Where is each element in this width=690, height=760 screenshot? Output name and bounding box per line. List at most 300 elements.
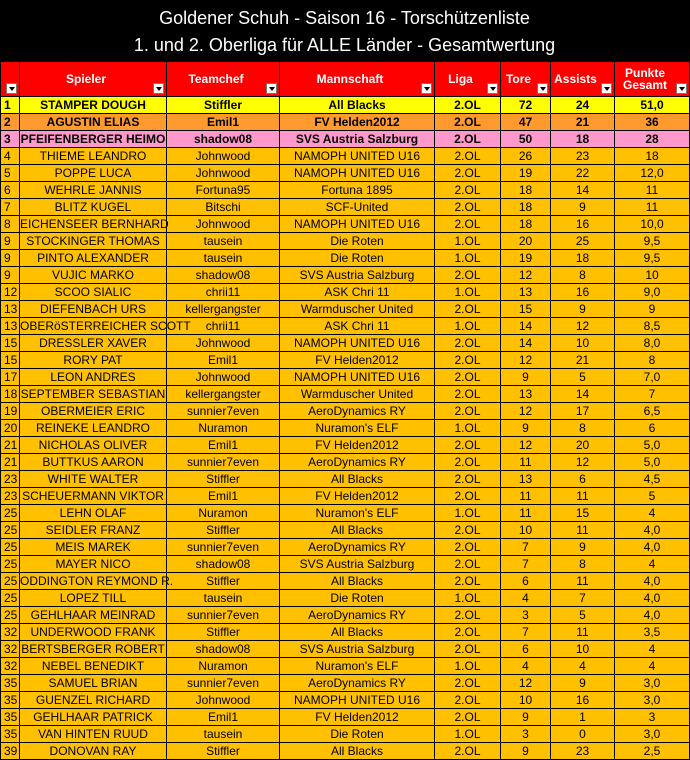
punkte-cell[interactable]: 7,0	[615, 369, 690, 386]
liga-cell[interactable]: 2.OL	[435, 301, 501, 318]
punkte-cell[interactable]: 11	[615, 182, 690, 199]
player-cell[interactable]: WEHRLE JANNIS	[20, 182, 167, 199]
assists-cell[interactable]: 16	[551, 216, 615, 233]
teamchef-cell[interactable]: sunnier7even	[167, 675, 280, 692]
punkte-cell[interactable]: 5	[615, 488, 690, 505]
mannschaft-cell[interactable]: NAMOPH UNITED U16	[280, 216, 435, 233]
player-cell[interactable]: BUTTKUS AARON	[20, 454, 167, 471]
player-cell[interactable]: STOCKINGER THOMAS	[20, 233, 167, 250]
liga-cell[interactable]: 2.OL	[435, 675, 501, 692]
rank-cell[interactable]: 25	[1, 505, 20, 522]
assists-cell[interactable]: 0	[551, 726, 615, 743]
punkte-cell[interactable]: 11	[615, 199, 690, 216]
player-cell[interactable]: DONOVAN RAY	[20, 743, 167, 760]
teamchef-cell[interactable]: Emil1	[167, 114, 280, 131]
rank-cell[interactable]: 39	[1, 743, 20, 760]
rank-cell[interactable]: 25	[1, 539, 20, 556]
tore-cell[interactable]: 18	[501, 199, 551, 216]
teamchef-cell[interactable]: tausein	[167, 590, 280, 607]
assists-cell[interactable]: 8	[551, 556, 615, 573]
player-cell[interactable]: SCOO SIALIC	[20, 284, 167, 301]
teamchef-cell[interactable]: shadow08	[167, 131, 280, 148]
liga-cell[interactable]: 1.OL	[435, 658, 501, 675]
teamchef-cell[interactable]: Nuramon	[167, 505, 280, 522]
liga-cell[interactable]: 2.OL	[435, 216, 501, 233]
liga-cell[interactable]: 2.OL	[435, 131, 501, 148]
tore-cell[interactable]: 19	[501, 250, 551, 267]
rank-cell[interactable]: 7	[1, 199, 20, 216]
liga-cell[interactable]: 1.OL	[435, 505, 501, 522]
punkte-cell[interactable]: 4,0	[615, 590, 690, 607]
rank-cell[interactable]: 20	[1, 420, 20, 437]
mannschaft-cell[interactable]: All Blacks	[280, 471, 435, 488]
assists-cell[interactable]: 14	[551, 182, 615, 199]
liga-cell[interactable]: 2.OL	[435, 488, 501, 505]
player-cell[interactable]: OBERMEIER ERIC	[20, 403, 167, 420]
player-cell[interactable]: BLITZ KUGEL	[20, 199, 167, 216]
rank-cell[interactable]: 25	[1, 607, 20, 624]
teamchef-cell[interactable]: shadow08	[167, 267, 280, 284]
punkte-cell[interactable]: 12,0	[615, 165, 690, 182]
mannschaft-cell[interactable]: SVS Austria Salzburg	[280, 267, 435, 284]
player-cell[interactable]: SEPTEMBER SEBASTIAN	[20, 387, 166, 401]
assists-cell[interactable]: 23	[551, 148, 615, 165]
player-cell[interactable]: BERTSBERGER ROBERT	[21, 642, 165, 656]
punkte-cell[interactable]: 3,0	[615, 726, 690, 743]
punkte-cell[interactable]: 4,0	[615, 539, 690, 556]
liga-cell[interactable]: 2.OL	[435, 97, 501, 114]
mannschaft-cell[interactable]: SVS Austria Salzburg	[280, 556, 435, 573]
punkte-cell[interactable]: 8	[615, 352, 690, 369]
mannschaft-cell[interactable]: All Blacks	[280, 97, 435, 114]
punkte-cell[interactable]: 36	[615, 114, 690, 131]
liga-cell[interactable]: 2.OL	[435, 471, 501, 488]
punkte-cell[interactable]: 7	[615, 386, 690, 403]
punkte-cell[interactable]: 9,0	[615, 284, 690, 301]
tore-cell[interactable]: 12	[501, 437, 551, 454]
punkte-cell[interactable]: 9	[615, 301, 690, 318]
teamchef-cell[interactable]: sunnier7even	[167, 454, 280, 471]
punkte-cell[interactable]: 3,5	[615, 624, 690, 641]
teamchef-cell[interactable]: chrii11	[167, 318, 280, 335]
tore-cell[interactable]: 13	[501, 471, 551, 488]
tore-cell[interactable]: 15	[501, 301, 551, 318]
punkte-cell[interactable]: 9,5	[615, 233, 690, 250]
rank-cell[interactable]: 12	[1, 284, 20, 301]
rank-cell[interactable]: 23	[1, 471, 20, 488]
liga-cell[interactable]: 2.OL	[435, 403, 501, 420]
liga-cell[interactable]: 2.OL	[435, 454, 501, 471]
rank-cell[interactable]: 9	[1, 267, 20, 284]
liga-cell[interactable]: 2.OL	[435, 522, 501, 539]
mannschaft-cell[interactable]: FV Helden2012	[280, 709, 435, 726]
player-cell[interactable]: DRESSLER XAVER	[20, 335, 167, 352]
assists-cell[interactable]: 18	[551, 131, 615, 148]
tore-cell[interactable]: 19	[501, 165, 551, 182]
assists-cell[interactable]: 5	[551, 607, 615, 624]
punkte-cell[interactable]: 3	[615, 709, 690, 726]
liga-cell[interactable]: 2.OL	[435, 165, 501, 182]
punkte-cell[interactable]: 28	[615, 131, 690, 148]
rank-cell[interactable]: 9	[1, 250, 20, 267]
mannschaft-cell[interactable]: Die Roten	[280, 726, 435, 743]
assists-cell[interactable]: 1	[551, 709, 615, 726]
tore-cell[interactable]: 13	[501, 284, 551, 301]
teamchef-cell[interactable]: Fortuna95	[167, 182, 280, 199]
tore-cell[interactable]: 18	[501, 216, 551, 233]
tore-cell[interactable]: 12	[501, 403, 551, 420]
tore-cell[interactable]: 11	[501, 488, 551, 505]
punkte-cell[interactable]: 4	[615, 556, 690, 573]
liga-cell[interactable]: 2.OL	[435, 114, 501, 131]
filter-dropdown-icon[interactable]	[6, 83, 17, 94]
mannschaft-cell[interactable]: All Blacks	[280, 743, 435, 760]
tore-cell[interactable]: 4	[501, 590, 551, 607]
sort-desc-icon[interactable]	[676, 83, 687, 94]
punkte-cell[interactable]: 4,0	[615, 607, 690, 624]
liga-cell[interactable]: 2.OL	[435, 437, 501, 454]
teamchef-cell[interactable]: Stiffler	[167, 522, 280, 539]
liga-cell[interactable]: 2.OL	[435, 267, 501, 284]
teamchef-cell[interactable]: tausein	[167, 233, 280, 250]
mannschaft-cell[interactable]: FV Helden2012	[280, 352, 435, 369]
mannschaft-cell[interactable]: AeroDynamics RY	[280, 454, 435, 471]
punkte-cell[interactable]: 4	[615, 641, 690, 658]
tore-cell[interactable]: 10	[501, 522, 551, 539]
punkte-cell[interactable]: 4,0	[615, 573, 690, 590]
mannschaft-cell[interactable]: AeroDynamics RY	[280, 675, 435, 692]
tore-cell[interactable]: 72	[501, 97, 551, 114]
teamchef-cell[interactable]: Stiffler	[167, 573, 280, 590]
tore-cell[interactable]: 14	[501, 318, 551, 335]
rank-cell[interactable]: 25	[1, 522, 20, 539]
assists-cell[interactable]: 18	[551, 250, 615, 267]
tore-cell[interactable]: 12	[501, 675, 551, 692]
player-cell[interactable]: PINTO ALEXANDER	[20, 250, 167, 267]
player-cell[interactable]: STAMPER DOUGH	[20, 97, 167, 114]
assists-cell[interactable]: 11	[551, 573, 615, 590]
rank-cell[interactable]: 4	[1, 148, 20, 165]
tore-cell[interactable]: 6	[501, 573, 551, 590]
punkte-cell[interactable]: 2,5	[615, 743, 690, 760]
teamchef-cell[interactable]: Johnwood	[167, 369, 280, 386]
punkte-cell[interactable]: 6	[615, 420, 690, 437]
mannschaft-cell[interactable]: All Blacks	[280, 522, 435, 539]
punkte-cell[interactable]: 4	[615, 658, 690, 675]
tore-cell[interactable]: 9	[501, 743, 551, 760]
assists-cell[interactable]: 16	[551, 284, 615, 301]
player-cell[interactable]: REINEKE LEANDRO	[20, 420, 167, 437]
rank-cell[interactable]: 32	[1, 624, 20, 641]
rank-cell[interactable]: 21	[1, 437, 20, 454]
player-cell[interactable]: GUENZEL RICHARD	[20, 692, 167, 709]
assists-cell[interactable]: 22	[551, 165, 615, 182]
liga-cell[interactable]: 2.OL	[435, 199, 501, 216]
player-cell[interactable]: VAN HINTEN RUUD	[20, 726, 167, 743]
tore-cell[interactable]: 11	[501, 454, 551, 471]
mannschaft-cell[interactable]: FV Helden2012	[280, 488, 435, 505]
mannschaft-cell[interactable]: AeroDynamics RY	[280, 539, 435, 556]
mannschaft-cell[interactable]: SVS Austria Salzburg	[280, 641, 435, 658]
rank-cell[interactable]: 25	[1, 573, 20, 590]
tore-cell[interactable]: 10	[501, 692, 551, 709]
teamchef-cell[interactable]: Johnwood	[167, 148, 280, 165]
player-cell[interactable]: VUJIC MARKO	[20, 267, 167, 284]
rank-cell[interactable]: 8	[1, 216, 20, 233]
rank-cell[interactable]: 6	[1, 182, 20, 199]
mannschaft-cell[interactable]: All Blacks	[280, 624, 435, 641]
filter-dropdown-icon[interactable]	[421, 83, 432, 94]
tore-cell[interactable]: 7	[501, 624, 551, 641]
mannschaft-cell[interactable]: Fortuna 1895	[280, 182, 435, 199]
mannschaft-cell[interactable]: Nuramon's ELF	[280, 505, 435, 522]
liga-cell[interactable]: 2.OL	[435, 335, 501, 352]
mannschaft-cell[interactable]: SVS Austria Salzburg	[280, 131, 435, 148]
punkte-cell[interactable]: 10	[615, 267, 690, 284]
teamchef-cell[interactable]: Emil1	[167, 352, 280, 369]
rank-cell[interactable]: 35	[1, 726, 20, 743]
player-cell[interactable]: EICHENSEER BERNHARD	[20, 217, 169, 231]
tore-cell[interactable]: 26	[501, 148, 551, 165]
assists-cell[interactable]: 21	[551, 352, 615, 369]
liga-cell[interactable]: 2.OL	[435, 692, 501, 709]
assists-cell[interactable]: 9	[551, 199, 615, 216]
mannschaft-cell[interactable]: AeroDynamics RY	[280, 607, 435, 624]
assists-cell[interactable]: 21	[551, 114, 615, 131]
punkte-cell[interactable]: 18	[615, 148, 690, 165]
tore-cell[interactable]: 12	[501, 267, 551, 284]
tore-cell[interactable]: 20	[501, 233, 551, 250]
teamchef-cell[interactable]: Johnwood	[167, 165, 280, 182]
player-cell[interactable]: SAMUEL BRIAN	[20, 675, 167, 692]
mannschaft-cell[interactable]: NAMOPH UNITED U16	[280, 335, 435, 352]
tore-cell[interactable]: 9	[501, 369, 551, 386]
mannschaft-cell[interactable]: AeroDynamics RY	[280, 403, 435, 420]
punkte-cell[interactable]: 4,0	[615, 522, 690, 539]
assists-cell[interactable]: 17	[551, 403, 615, 420]
player-cell[interactable]: SCHEUERMANN VIKTOR	[20, 488, 167, 505]
liga-cell[interactable]: 1.OL	[435, 284, 501, 301]
mannschaft-cell[interactable]: Warmduscher United	[280, 386, 435, 403]
liga-cell[interactable]: 1.OL	[435, 420, 501, 437]
liga-cell[interactable]: 2.OL	[435, 607, 501, 624]
assists-cell[interactable]: 4	[551, 658, 615, 675]
player-cell[interactable]: OBERöSTERREICHER SCOTT	[20, 319, 191, 333]
tore-cell[interactable]: 4	[501, 658, 551, 675]
punkte-cell[interactable]: 8,0	[615, 335, 690, 352]
tore-cell[interactable]: 3	[501, 726, 551, 743]
mannschaft-cell[interactable]: All Blacks	[280, 573, 435, 590]
punkte-cell[interactable]: 5,0	[615, 454, 690, 471]
player-cell[interactable]: SEIDLER FRANZ	[20, 522, 167, 539]
liga-cell[interactable]: 2.OL	[435, 369, 501, 386]
player-cell[interactable]: NICHOLAS OLIVER	[20, 437, 167, 454]
tore-cell[interactable]: 11	[501, 505, 551, 522]
player-cell[interactable]: POPPE LUCA	[20, 165, 167, 182]
teamchef-cell[interactable]: Emil1	[167, 709, 280, 726]
tore-cell[interactable]: 12	[501, 352, 551, 369]
rank-cell[interactable]: 17	[1, 369, 20, 386]
tore-cell[interactable]: 9	[501, 420, 551, 437]
player-cell[interactable]: MAYER NICO	[20, 556, 167, 573]
punkte-cell[interactable]: 6,5	[615, 403, 690, 420]
mannschaft-cell[interactable]: Nuramon's ELF	[280, 658, 435, 675]
teamchef-cell[interactable]: chrii11	[167, 284, 280, 301]
filter-dropdown-icon[interactable]	[153, 83, 164, 94]
assists-cell[interactable]: 8	[551, 420, 615, 437]
teamchef-cell[interactable]: tausein	[167, 726, 280, 743]
player-cell[interactable]: MEIS MAREK	[20, 539, 167, 556]
mannschaft-cell[interactable]: NAMOPH UNITED U16	[280, 369, 435, 386]
liga-cell[interactable]: 2.OL	[435, 573, 501, 590]
rank-cell[interactable]: 2	[1, 114, 20, 131]
punkte-cell[interactable]: 3,0	[615, 692, 690, 709]
punkte-cell[interactable]: 4,5	[615, 471, 690, 488]
filter-dropdown-icon[interactable]	[537, 83, 548, 94]
liga-cell[interactable]: 2.OL	[435, 539, 501, 556]
assists-cell[interactable]: 10	[551, 335, 615, 352]
rank-cell[interactable]: 5	[1, 165, 20, 182]
teamchef-cell[interactable]: kellergangster	[167, 301, 280, 318]
liga-cell[interactable]: 2.OL	[435, 182, 501, 199]
liga-cell[interactable]: 2.OL	[435, 386, 501, 403]
rank-cell[interactable]: 15	[1, 335, 20, 352]
player-cell[interactable]: PFEIFENBERGER HEIMO	[20, 132, 166, 146]
rank-cell[interactable]: 25	[1, 556, 20, 573]
assists-cell[interactable]: 7	[551, 590, 615, 607]
player-cell[interactable]: LEON ANDRES	[20, 369, 167, 386]
rank-cell[interactable]: 32	[1, 641, 20, 658]
assists-cell[interactable]: 10	[551, 641, 615, 658]
rank-cell[interactable]: 15	[1, 352, 20, 369]
teamchef-cell[interactable]: Nuramon	[167, 420, 280, 437]
rank-cell[interactable]: 13	[1, 301, 20, 318]
teamchef-cell[interactable]: sunnier7even	[167, 607, 280, 624]
rank-cell[interactable]: 18	[1, 386, 20, 403]
mannschaft-cell[interactable]: Die Roten	[280, 250, 435, 267]
teamchef-cell[interactable]: shadow08	[167, 556, 280, 573]
rank-cell[interactable]: 13	[1, 318, 20, 335]
teamchef-cell[interactable]: Johnwood	[167, 335, 280, 352]
player-cell[interactable]: WHITE WALTER	[20, 471, 167, 488]
assists-cell[interactable]: 6	[551, 471, 615, 488]
tore-cell[interactable]: 7	[501, 556, 551, 573]
assists-cell[interactable]: 14	[551, 386, 615, 403]
rank-cell[interactable]: 32	[1, 658, 20, 675]
player-cell[interactable]: UNDERWOOD FRANK	[20, 624, 167, 641]
rank-cell[interactable]: 25	[1, 590, 20, 607]
assists-cell[interactable]: 24	[551, 97, 615, 114]
tore-cell[interactable]: 13	[501, 386, 551, 403]
teamchef-cell[interactable]: Bitschi	[167, 199, 280, 216]
assists-cell[interactable]: 25	[551, 233, 615, 250]
tore-cell[interactable]: 14	[501, 335, 551, 352]
rank-cell[interactable]: 9	[1, 233, 20, 250]
liga-cell[interactable]: 1.OL	[435, 250, 501, 267]
teamchef-cell[interactable]: sunnier7even	[167, 539, 280, 556]
rank-cell[interactable]: 35	[1, 709, 20, 726]
filter-dropdown-icon[interactable]	[487, 83, 498, 94]
player-cell[interactable]: GEHLHAAR PATRICK	[20, 709, 167, 726]
liga-cell[interactable]: 1.OL	[435, 590, 501, 607]
assists-cell[interactable]: 9	[551, 539, 615, 556]
liga-cell[interactable]: 2.OL	[435, 148, 501, 165]
liga-cell[interactable]: 2.OL	[435, 624, 501, 641]
punkte-cell[interactable]: 10,0	[615, 216, 690, 233]
tore-cell[interactable]: 7	[501, 539, 551, 556]
liga-cell[interactable]: 1.OL	[435, 318, 501, 335]
rank-cell[interactable]: 35	[1, 675, 20, 692]
mannschaft-cell[interactable]: Die Roten	[280, 590, 435, 607]
assists-cell[interactable]: 16	[551, 692, 615, 709]
teamchef-cell[interactable]: kellergangster	[167, 386, 280, 403]
assists-cell[interactable]: 12	[551, 454, 615, 471]
assists-cell[interactable]: 9	[551, 675, 615, 692]
player-cell[interactable]: DIEFENBACH URS	[20, 301, 167, 318]
teamchef-cell[interactable]: Stiffler	[167, 624, 280, 641]
punkte-cell[interactable]: 3,0	[615, 675, 690, 692]
punkte-cell[interactable]: 51,0	[615, 97, 690, 114]
assists-cell[interactable]: 15	[551, 505, 615, 522]
rank-cell[interactable]: 23	[1, 488, 20, 505]
punkte-cell[interactable]: 5,0	[615, 437, 690, 454]
rank-cell[interactable]: 21	[1, 454, 20, 471]
player-cell[interactable]: GEHLHAAR MEINRAD	[20, 607, 167, 624]
punkte-cell[interactable]: 9,5	[615, 250, 690, 267]
filter-dropdown-icon[interactable]	[266, 83, 277, 94]
liga-cell[interactable]: 1.OL	[435, 233, 501, 250]
assists-cell[interactable]: 12	[551, 318, 615, 335]
mannschaft-cell[interactable]: Nuramon's ELF	[280, 420, 435, 437]
player-cell[interactable]: NEBEL BENEDIKT	[20, 658, 167, 675]
tore-cell[interactable]: 9	[501, 709, 551, 726]
mannschaft-cell[interactable]: FV Helden2012	[280, 114, 435, 131]
assists-cell[interactable]: 20	[551, 437, 615, 454]
rank-cell[interactable]: 1	[1, 97, 20, 114]
liga-cell[interactable]: 2.OL	[435, 743, 501, 760]
mannschaft-cell[interactable]: NAMOPH UNITED U16	[280, 148, 435, 165]
punkte-cell[interactable]: 8,5	[615, 318, 690, 335]
teamchef-cell[interactable]: Stiffler	[167, 97, 280, 114]
mannschaft-cell[interactable]: Die Roten	[280, 233, 435, 250]
assists-cell[interactable]: 11	[551, 624, 615, 641]
punkte-cell[interactable]: 4	[615, 505, 690, 522]
liga-cell[interactable]: 2.OL	[435, 641, 501, 658]
player-cell[interactable]: THIEME LEANDRO	[20, 148, 167, 165]
assists-cell[interactable]: 5	[551, 369, 615, 386]
tore-cell[interactable]: 50	[501, 131, 551, 148]
mannschaft-cell[interactable]: SCF-United	[280, 199, 435, 216]
player-cell[interactable]: RORY PAT	[20, 352, 167, 369]
teamchef-cell[interactable]: Stiffler	[167, 743, 280, 760]
mannschaft-cell[interactable]: NAMOPH UNITED U16	[280, 692, 435, 709]
tore-cell[interactable]: 47	[501, 114, 551, 131]
teamchef-cell[interactable]: Johnwood	[167, 692, 280, 709]
liga-cell[interactable]: 2.OL	[435, 352, 501, 369]
assists-cell[interactable]: 23	[551, 743, 615, 760]
assists-cell[interactable]: 9	[551, 301, 615, 318]
mannschaft-cell[interactable]: FV Helden2012	[280, 437, 435, 454]
teamchef-cell[interactable]: shadow08	[167, 641, 280, 658]
teamchef-cell[interactable]: Emil1	[167, 437, 280, 454]
player-cell[interactable]: ODDINGTON REYMOND R.	[20, 574, 174, 588]
player-cell[interactable]: AGUSTIN ELIAS	[20, 114, 167, 131]
teamchef-cell[interactable]: Nuramon	[167, 658, 280, 675]
mannschaft-cell[interactable]: Warmduscher United	[280, 301, 435, 318]
tore-cell[interactable]: 18	[501, 182, 551, 199]
teamchef-cell[interactable]: Emil1	[167, 488, 280, 505]
liga-cell[interactable]: 2.OL	[435, 709, 501, 726]
